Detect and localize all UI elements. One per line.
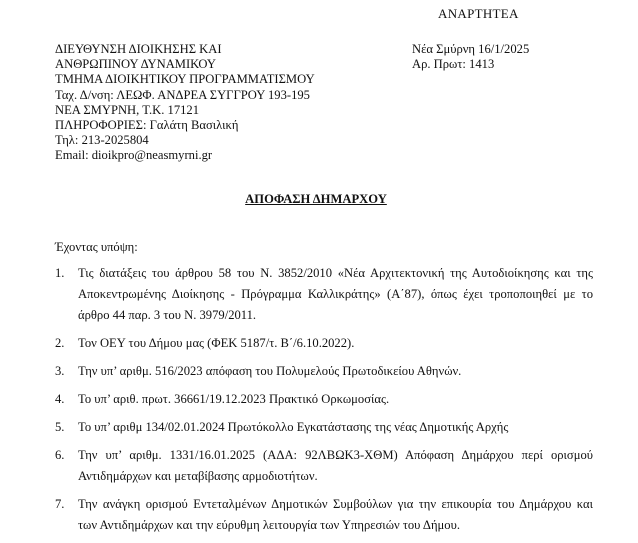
city-line: ΝΕΑ ΣΜΥΡΝΗ, Τ.Κ. 17121 [55, 102, 200, 117]
list-item [55, 445, 593, 487]
list-item-number: 1. [55, 266, 65, 280]
list-item [55, 263, 593, 326]
list-item [55, 333, 593, 354]
department-line: ΑΝΘΡΩΠΙΝΟΥ ΔΥΝΑΜΙΚΟΥ [55, 57, 216, 72]
list-item [55, 361, 593, 382]
sender-block [55, 42, 315, 164]
list-item-number: 3. [55, 364, 65, 378]
document-date: Νέα Σμύρνη 16/1/2025 [412, 42, 530, 56]
list-item-text: Τις διατάξεις του άρθρου 58 του Ν. 3852/2010 «Νέα Αρχιτεκτονική της Αυτοδιοίκησης και της [78, 266, 593, 280]
list-item [55, 389, 593, 410]
email-line: Email: dioikpro@neasmyrni.gr [55, 148, 213, 163]
list-item-text: Την υπ’ αριθμ. 516/2023 απόφαση του Πολυμελούς Πρωτοδικείου Αθηνών. [78, 364, 462, 378]
phone-line: Τηλ: 213-2025804 [55, 133, 149, 148]
considerations-intro: Έχοντας υπόψη: [55, 240, 138, 254]
section-line: ΤΜΗΜΑ ΔΙΟΙΚΗΤΙΚΟΥ ΠΡΟΓΡΑΜΜΑΤΙΣΜΟΥ [55, 72, 315, 87]
list-item-text: Το υπ’ αριθ. πρωτ. 36661/19.12.2023 Πρακτικό Ορκωμοσίας. [78, 392, 390, 406]
department-line: ΔΙΕΥΘΥΝΣΗ ΔΙΟΙΚΗΣΗΣ ΚΑΙ [55, 42, 222, 56]
list-item-text: Αποκεντρωμένης Διοίκησης - Πρόγραμμα Καλλικράτης» (Α΄87), όπως έχει τροποποιηθεί με το [78, 287, 593, 301]
address-line: Ταχ. Δ/νση: ΛΕΩΦ. ΑΝΔΡΕΑ ΣΥΓΓΡΟΥ 193-195 [55, 87, 310, 102]
considerations-list [55, 263, 593, 543]
list-item-text: Τον ΟΕΥ του Δήμου μας (ΦΕΚ 5187/τ. Β΄/6.10.2022). [78, 336, 355, 350]
date-protocol-block [412, 42, 529, 72]
list-item-text: των Αντιδημάρχων και την εύρυθμη λειτουργία των Υπηρεσιών του Δήμου. [78, 518, 460, 532]
list-item-text: Την υπ’ αριθμ. 1331/16.01.2025 (ΑΔΑ: 92ΛΒΩΚ3-ΧΘΜ) Απόφαση Δημάρχου περί ορισμού [78, 448, 593, 462]
list-item [55, 417, 593, 438]
list-item-text: Την ανάγκη ορισμού Εντεταλμένων Δημοτικών Συμβούλων για την επικουρία του Δημάρχου και [78, 497, 593, 511]
list-item-number: 5. [55, 420, 65, 434]
list-item-text: Αντιδημάρχων και μεταβίβασης αρμοδιοτήτων. [78, 469, 318, 483]
document-title: ΑΠΟΦΑΣΗ ΔΗΜΑΡΧΟΥ [245, 192, 387, 206]
posting-stamp: ΑΝΑΡΤΗΤΕΑ [438, 6, 519, 21]
list-item [55, 494, 593, 536]
list-item-number: 2. [55, 336, 65, 350]
document-title-row [0, 190, 638, 208]
list-item-number: 4. [55, 392, 65, 406]
list-item-number: 7. [55, 497, 65, 511]
protocol-number: Αρ. Πρωτ: 1413 [412, 57, 495, 72]
list-item-text: Το υπ’ αριθμ 134/02.01.2024 Πρωτόκολλο Εγκατάστασης της νέας Δημοτικής Αρχής [78, 420, 509, 434]
list-item-text: άρθρο 44 παρ. 3 του Ν. 3979/2011. [78, 308, 257, 322]
contact-person-line: ΠΛΗΡΟΦΟΡΙΕΣ: Γαλάτη Βασιλική [55, 118, 239, 133]
list-item-number: 6. [55, 448, 65, 462]
